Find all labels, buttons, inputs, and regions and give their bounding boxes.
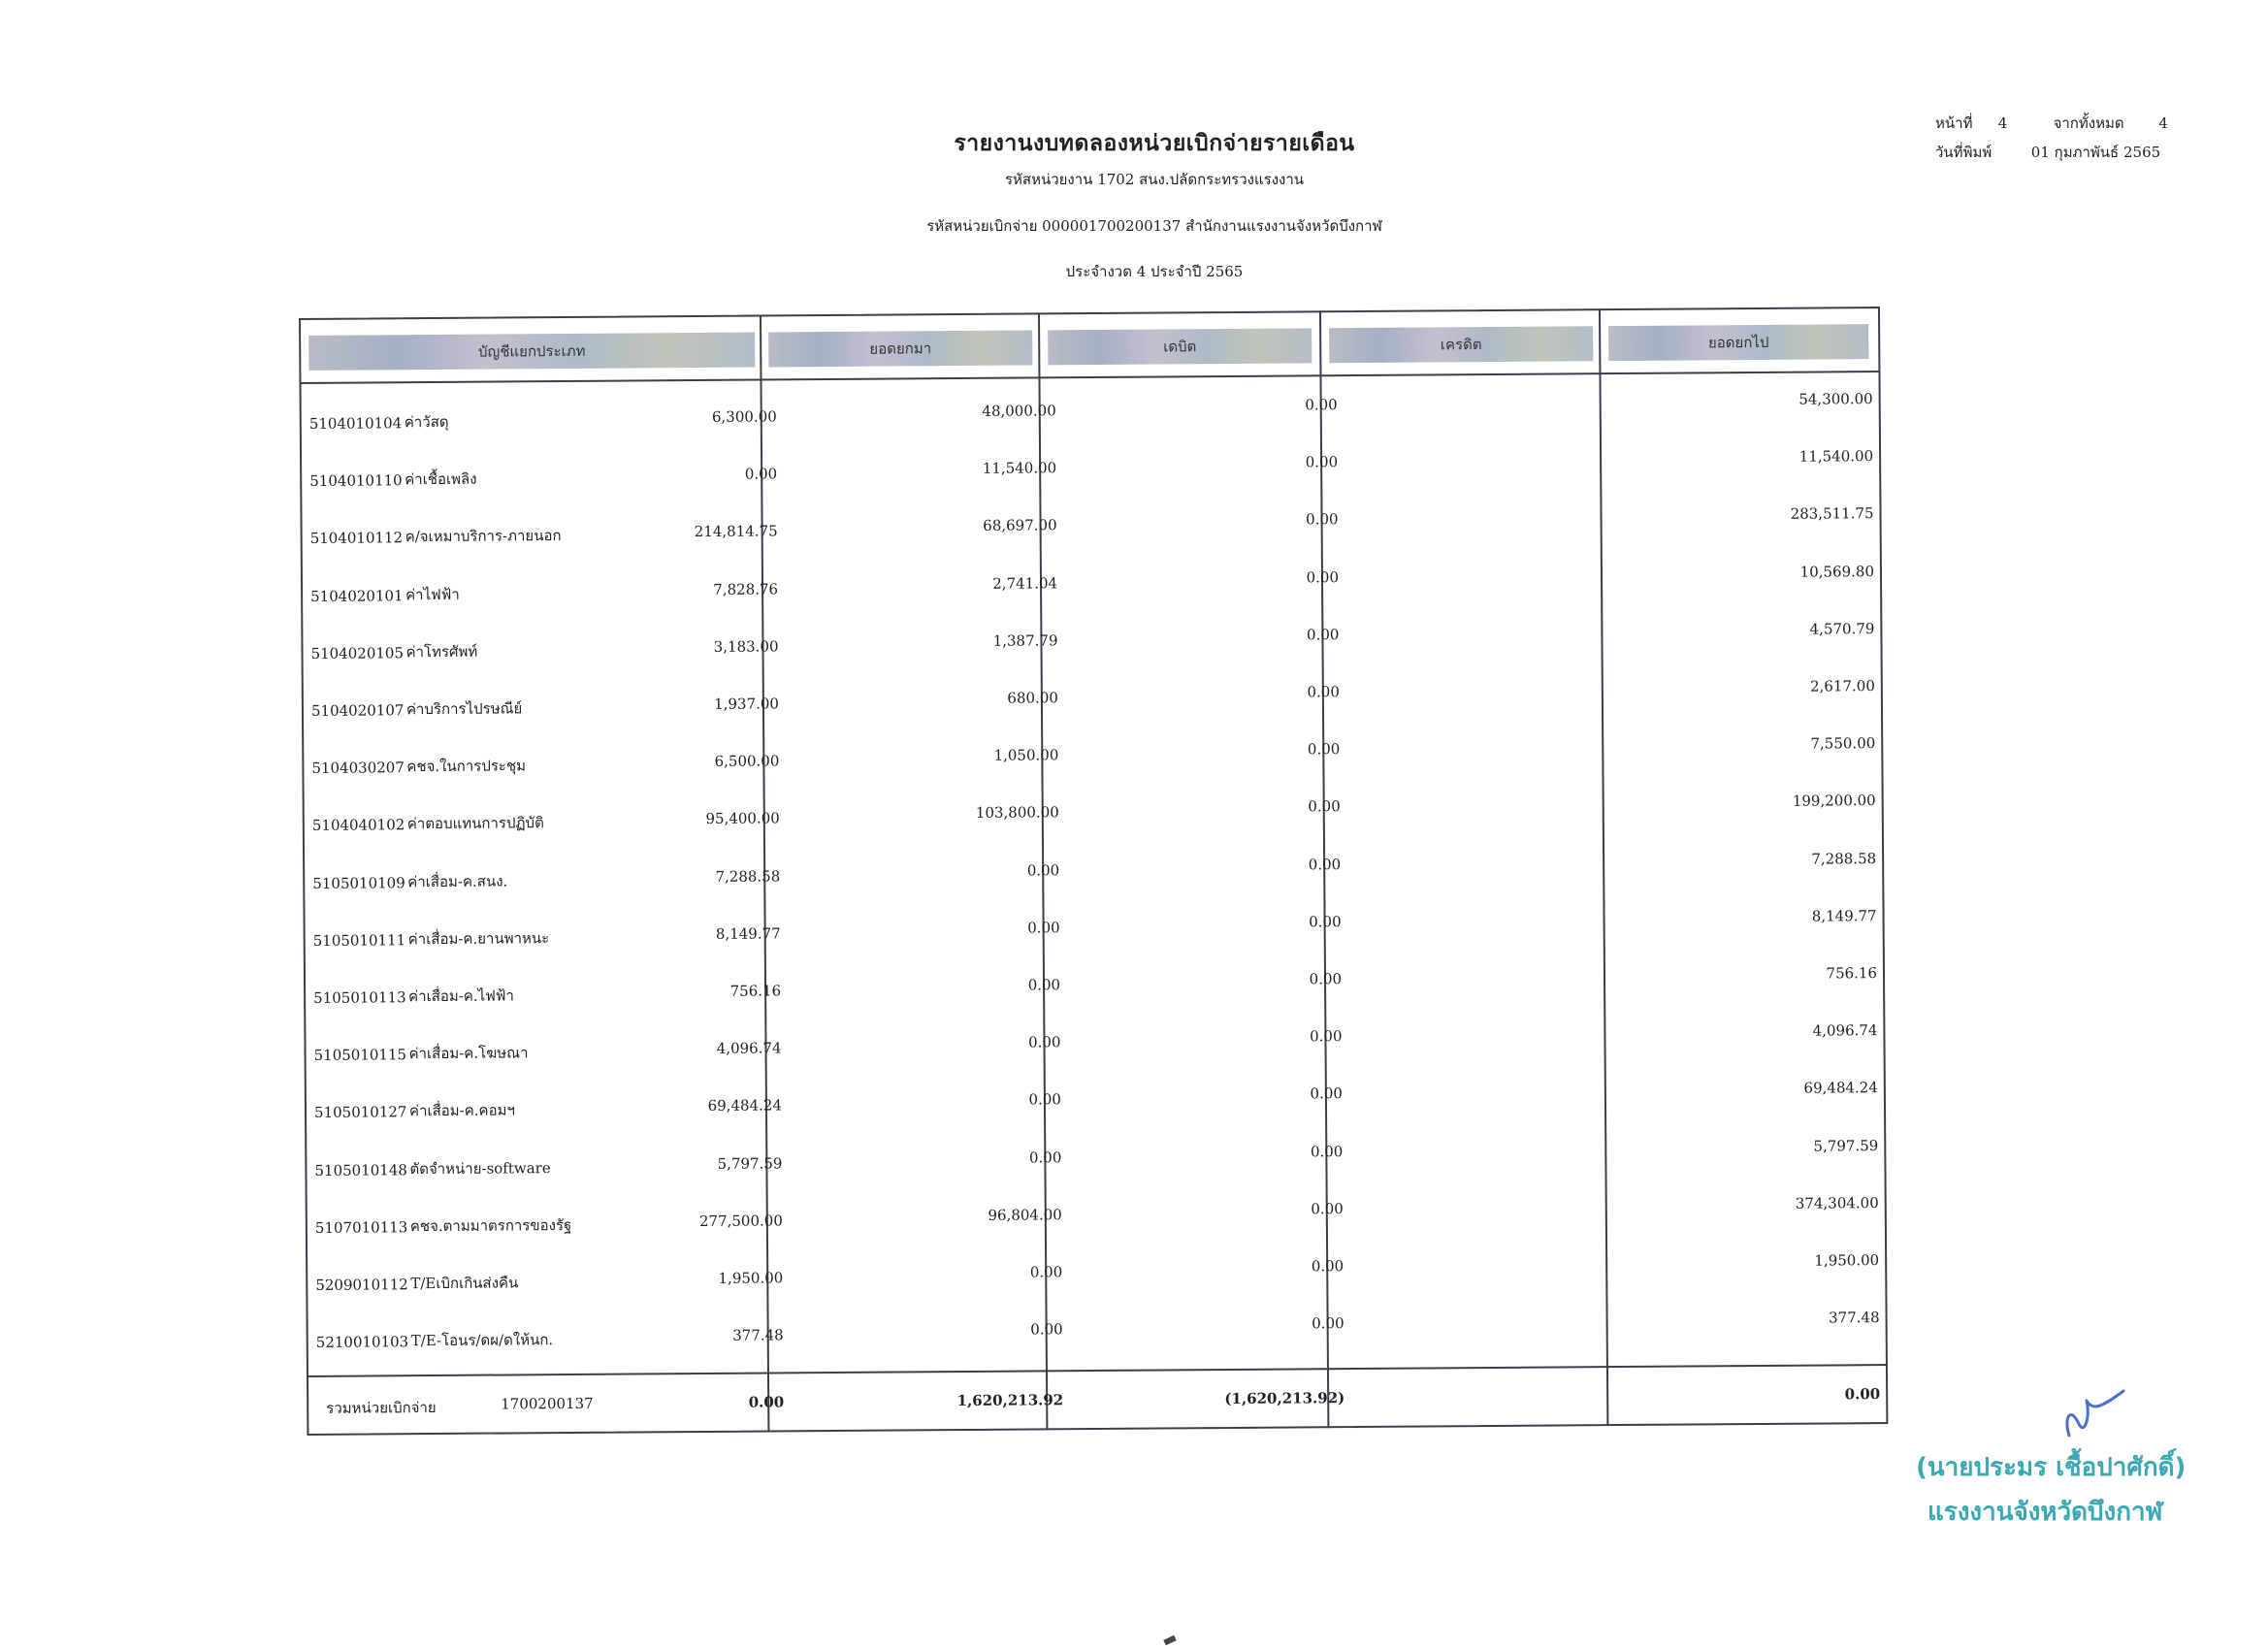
header-ledger-account: บัญชีแยกประเภท <box>308 333 755 371</box>
row-code: 5105010127 <box>313 1103 407 1122</box>
row-credit: 0.00 <box>1305 453 1339 471</box>
row-code: 5105010109 <box>312 873 405 892</box>
trial-balance-table <box>299 307 1888 1436</box>
row-carried-forward: 2,617.00 <box>1809 677 1875 695</box>
row-credit: 0.00 <box>1306 510 1339 529</box>
row-brought-forward: 69,484.24 <box>707 1096 783 1116</box>
row-brought-forward: 8,149.77 <box>715 924 781 943</box>
row-credit: 0.00 <box>1310 1142 1344 1160</box>
row-debit: 68,697.00 <box>983 516 1057 535</box>
row-brought-forward: 7,828.76 <box>713 579 779 598</box>
row-code: 5105010113 <box>313 988 406 1007</box>
row-account-name: ค/จเหมาบริการ-ภายนอก <box>405 527 562 546</box>
row-carried-forward: 69,484.24 <box>1803 1079 1878 1098</box>
signature-block <box>1906 1387 2226 1620</box>
row-account-name: ค่าบริการไปรษณีย์ <box>405 699 523 719</box>
row-brought-forward: 4,096.74 <box>716 1039 782 1058</box>
agency-line: รหัสหน่วยงาน 1702 สนง.ปลัดกระทรวงแรงงาน <box>1004 171 1305 188</box>
row-debit: 0.00 <box>1028 1148 1062 1167</box>
row-account-name: ค่าเสื่อม-ค.ไฟฟ้า <box>408 986 514 1006</box>
row-code: 5104020107 <box>310 701 405 720</box>
row-code: 5210010103 <box>315 1333 409 1352</box>
row-brought-forward: 3,183.00 <box>713 637 779 656</box>
row-debit: 103,800.00 <box>975 803 1059 823</box>
scan-mark <box>1163 1635 1176 1646</box>
row-brought-forward: 1,950.00 <box>718 1269 784 1287</box>
row-credit: 0.00 <box>1307 683 1340 701</box>
row-account-name: ค่าเสื่อม-ค.โฆษณา <box>408 1044 529 1063</box>
row-debit: 0.00 <box>1029 1263 1063 1281</box>
row-account-name: ค่าเชื้อเพลิง <box>405 469 477 489</box>
row-brought-forward: 7,288.58 <box>715 866 781 886</box>
row-debit: 0.00 <box>1026 860 1060 880</box>
header-brought-forward: ยอดยกมา <box>768 330 1032 367</box>
row-brought-forward: 756.16 <box>729 982 782 1000</box>
row-credit: 0.00 <box>1305 396 1338 414</box>
row-code: 5105010148 <box>314 1160 407 1180</box>
row-account-name: ค่าไฟฟ้า <box>405 585 460 603</box>
row-account-name: คชจ.ในการประชุม <box>406 757 527 776</box>
row-account-name: ค่าวัสดุ <box>404 412 449 432</box>
row-debit: 680.00 <box>1007 689 1058 707</box>
page-info <box>1935 109 2168 167</box>
total-pages: 4 <box>2158 114 2168 132</box>
row-code: 5104020101 <box>310 586 404 605</box>
row-carried-forward: 756.16 <box>1826 964 1878 983</box>
period-line: ประจำงวด 4 ประจำปี 2565 <box>1065 263 1244 280</box>
row-brought-forward: 0.00 <box>744 465 778 483</box>
report-title: รายงานงบทดลองหน่วยเบิกจ่ายรายเดือน <box>954 130 1355 156</box>
row-brought-forward: 6,500.00 <box>714 752 780 771</box>
of-label: จากทั้งหมด <box>2053 114 2124 132</box>
row-account-name: ค่าเสื่อม-ค.คอมฯ <box>408 1101 515 1120</box>
row-carried-forward: 5,797.59 <box>1813 1136 1879 1155</box>
row-debit: 0.00 <box>1030 1320 1063 1339</box>
total-row <box>307 1366 1888 1436</box>
page-number: 4 <box>1997 114 2008 132</box>
total-label: รวมหน่วยเบิกจ่าย <box>326 1398 437 1417</box>
row-code: 5104020105 <box>310 644 405 663</box>
total-credit: (1,620,213.92) <box>1224 1389 1345 1408</box>
row-code: 5104010110 <box>309 471 403 491</box>
row-credit: 0.00 <box>1311 1199 1344 1218</box>
row-carried-forward: 377.48 <box>1829 1309 1880 1327</box>
row-credit: 0.00 <box>1306 625 1340 644</box>
row-carried-forward: 374,304.00 <box>1795 1193 1879 1212</box>
handwritten-signature-icon <box>2042 1387 2129 1445</box>
row-account-name: T/Eเบิกเกินส่งคืน <box>410 1274 519 1293</box>
row-brought-forward: 1,937.00 <box>714 695 779 713</box>
row-brought-forward: 5,797.59 <box>717 1153 783 1173</box>
row-brought-forward: 377.48 <box>732 1326 784 1344</box>
row-debit: 96,804.00 <box>988 1206 1062 1224</box>
row-carried-forward: 7,288.58 <box>1811 849 1877 868</box>
row-account-name: ค่าโทรศัพท์ <box>405 642 478 661</box>
row-credit: 0.00 <box>1307 740 1341 759</box>
row-code: 5104030207 <box>311 759 405 778</box>
row-debit: 11,540.00 <box>982 459 1057 478</box>
row-carried-forward: 199,200.00 <box>1792 792 1876 811</box>
signer-position: แรงงานจังหวัดบึงกาฬ <box>1928 1498 2163 1527</box>
row-brought-forward: 95,400.00 <box>705 809 780 828</box>
total-carried-forward: 0.00 <box>1844 1385 1881 1404</box>
total-brought-forward: 0.00 <box>748 1393 785 1411</box>
row-brought-forward: 6,300.00 <box>711 407 777 426</box>
print-date: 01 กุมภาพันธ์ 2565 <box>2030 144 2161 161</box>
row-carried-forward: 4,570.79 <box>1809 619 1875 638</box>
row-brought-forward: 214,814.75 <box>694 522 778 541</box>
row-credit: 0.00 <box>1308 797 1341 816</box>
row-code: 5105010111 <box>312 931 406 950</box>
row-brought-forward: 277,500.00 <box>698 1212 783 1230</box>
header-carried-forward: ยอดยกไป <box>1608 324 1868 361</box>
row-debit: 1,050.00 <box>993 746 1059 764</box>
row-account-name: ค่าเสื่อม-ค.ยานพาหนะ <box>407 928 550 948</box>
row-code: 5105010115 <box>313 1046 407 1065</box>
row-code: 5104010112 <box>309 529 404 548</box>
header-debit: เดบิต <box>1048 328 1312 365</box>
row-code: 5104010104 <box>308 414 403 433</box>
row-carried-forward: 283,511.75 <box>1790 504 1874 524</box>
disbursement-unit-line: รหัสหน่วยเบิกจ่าย 000001700200137 สำนักงานแรงงานจังหวัดบึงกาฬ <box>926 217 1382 235</box>
row-account-name: ค่าเสื่อม-ค.สนง. <box>407 872 508 890</box>
row-credit: 0.00 <box>1308 855 1342 873</box>
row-carried-forward: 11,540.00 <box>1798 447 1874 466</box>
row-credit: 0.00 <box>1310 1084 1343 1103</box>
row-debit: 0.00 <box>1027 976 1061 994</box>
signer-name: (นายประมร เชื้อปาศักดิ์) <box>1916 1453 2187 1482</box>
row-debit: 0.00 <box>1028 1090 1061 1109</box>
row-debit: 48,000.00 <box>982 402 1056 420</box>
row-credit: 0.00 <box>1309 970 1343 988</box>
row-credit: 0.00 <box>1309 912 1342 931</box>
row-carried-forward: 54,300.00 <box>1798 390 1873 408</box>
row-credit: 0.00 <box>1306 567 1340 586</box>
row-account-name: T/E-โอนร/ดผ/ดให้นก. <box>410 1331 554 1350</box>
header-credit: เครดิต <box>1329 326 1593 363</box>
total-debit: 1,620,213.92 <box>956 1391 1064 1410</box>
row-code: 5209010112 <box>315 1276 408 1294</box>
row-carried-forward: 7,550.00 <box>1810 734 1876 753</box>
row-carried-forward: 10,569.80 <box>1799 562 1875 581</box>
page-label: หน้าที่ <box>1935 114 1973 132</box>
row-code: 5104040102 <box>311 816 405 835</box>
row-debit: 0.00 <box>1027 919 1060 937</box>
total-unit-code: 1700200137 <box>501 1394 594 1413</box>
row-account-name: ค่าตอบแทนการปฏิบัติ <box>406 814 544 833</box>
row-carried-forward: 8,149.77 <box>1811 906 1877 925</box>
row-credit: 0.00 <box>1312 1314 1345 1333</box>
row-debit: 2,741.04 <box>992 573 1058 593</box>
row-credit: 0.00 <box>1311 1257 1345 1276</box>
row-carried-forward: 1,950.00 <box>1814 1251 1880 1270</box>
row-debit: 0.00 <box>1028 1033 1061 1051</box>
row-account-name: คชจ.ตามมาตรการของรัฐ <box>409 1215 572 1235</box>
print-date-label: วันที่พิมพ์ <box>1935 144 1993 161</box>
row-debit: 1,387.79 <box>992 631 1058 650</box>
row-credit: 0.00 <box>1309 1027 1343 1046</box>
row-code: 5107010113 <box>314 1217 408 1237</box>
row-carried-forward: 4,096.74 <box>1812 1021 1878 1040</box>
row-account-name: ตัดจำหน่าย-software <box>409 1158 551 1178</box>
